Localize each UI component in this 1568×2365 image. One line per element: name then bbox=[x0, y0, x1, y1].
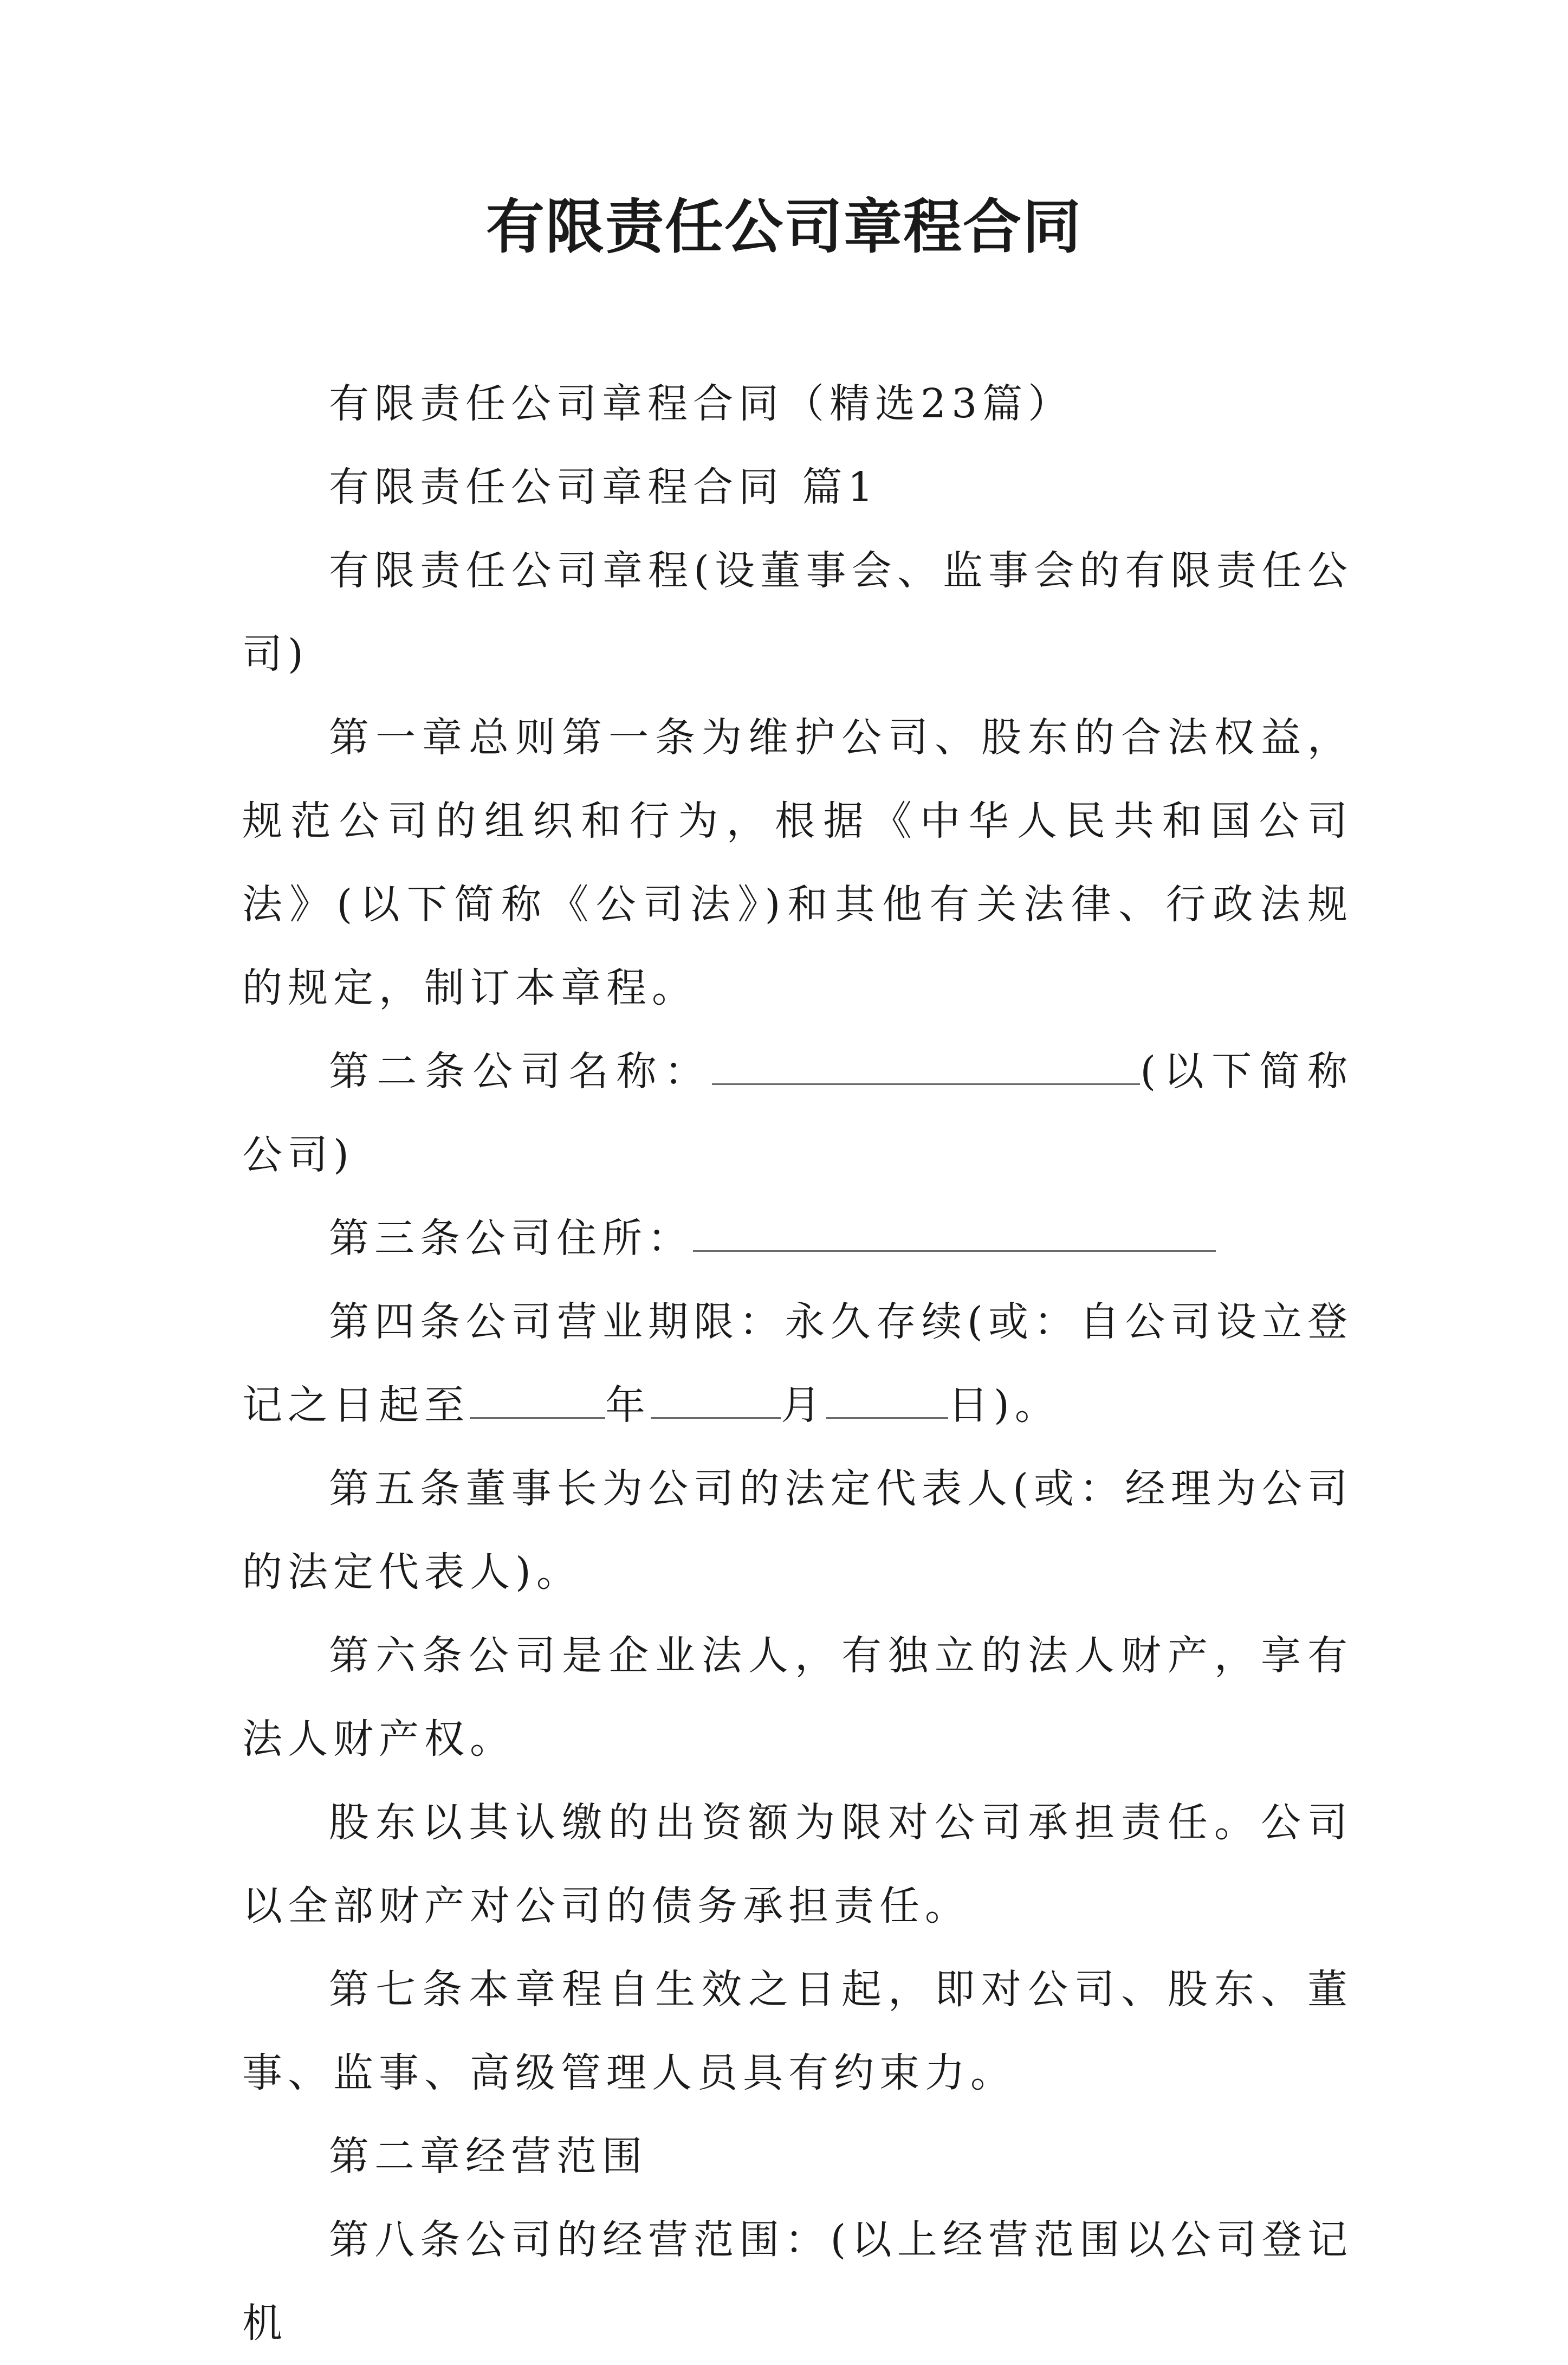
article-4-prefix: 第四条公司营业期限：永久存续(或：自公司设立登记之日起至 bbox=[242, 1298, 1353, 1429]
article-1: 第一章总则第一条为维护公司、股东的合法权益，规范公司的组织和行为，根据《中华人民共和国公司法》(以下简称《公司法》)和其他有关法律、行政法规的规定，制订本章程。 bbox=[242, 714, 1353, 1011]
article-2 bbox=[242, 1030, 1353, 1197]
document-body bbox=[242, 362, 1353, 2365]
article-8: 第八条公司的经营范围：(以上经营范围以公司登记机 bbox=[242, 2217, 1353, 2347]
month-label: 月 bbox=[781, 1382, 826, 1429]
article-2-suffix: (以下简称公司) bbox=[242, 1048, 1353, 1178]
section-heading: 有限责任公司章程合同 篇1 bbox=[329, 464, 879, 511]
article-5: 第五条董事长为公司的法定代表人(或：经理为公司的法定代表人)。 bbox=[242, 1465, 1353, 1595]
article-6-liability: 股东以其认缴的出资额为限对公司承担责任。公司以全部财产对公司的债务承担责任。 bbox=[242, 1799, 1353, 1929]
company-name-blank bbox=[712, 1052, 1140, 1085]
article-2-prefix: 第二条公司名称： bbox=[329, 1048, 712, 1095]
day-blank bbox=[826, 1386, 948, 1419]
document-title: 有限责任公司章程合同 bbox=[485, 193, 1082, 261]
article-3 bbox=[242, 1197, 1353, 1280]
article-4 bbox=[242, 1280, 1353, 1447]
charter-heading: 有限责任公司章程(设董事会、监事会的有限责任公司) bbox=[242, 547, 1353, 677]
article-3-prefix: 第三条公司住所： bbox=[329, 1215, 693, 1262]
article-4-suffix: 日)。 bbox=[948, 1382, 1060, 1429]
company-address-blank bbox=[693, 1219, 1216, 1252]
article-7: 第七条本章程自生效之日起，即对公司、股东、董事、监事、高级管理人员具有约束力。 bbox=[242, 1966, 1353, 2096]
subtitle: 有限责任公司章程合同（精选23篇） bbox=[329, 380, 1074, 427]
chapter-2-heading: 第二章经营范围 bbox=[329, 2133, 647, 2180]
month-blank bbox=[651, 1386, 781, 1419]
year-blank bbox=[470, 1386, 605, 1419]
year-label: 年 bbox=[605, 1382, 651, 1429]
article-6: 第六条公司是企业法人，有独立的法人财产，享有法人财产权。 bbox=[242, 1632, 1353, 1762]
